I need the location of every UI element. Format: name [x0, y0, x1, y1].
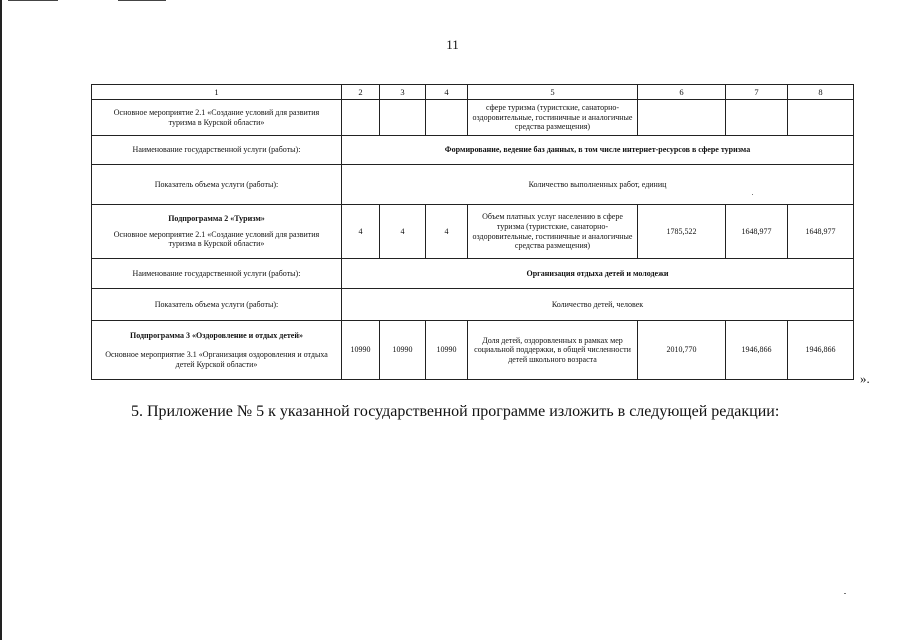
subprogram-2-row [92, 205, 854, 259]
indicator-name-cell: сфере туризма (туристские, санаторно-оздоровительные, гостиничные и аналогичные средства размещения) [468, 100, 638, 136]
subprogram-3-row [92, 321, 854, 380]
header-cell: 3 [380, 85, 426, 100]
indicator-label: Показатель объема услуги (работы): [92, 289, 342, 321]
indicator-name-cell: Доля детей, оздоровленных в рамках мер социальной поддержки, в общей численности детей школьного возраста [468, 321, 638, 380]
value-cell: 4 [342, 205, 380, 259]
value-cell: 4 [380, 205, 426, 259]
indicator-value: Количество выполненных работ, единиц [342, 165, 854, 205]
table-header-row [92, 85, 854, 100]
value-cell: 10990 [342, 321, 380, 380]
value-cell: 10990 [380, 321, 426, 380]
value-cell: 10990 [426, 321, 468, 380]
header-cell: 2 [342, 85, 380, 100]
top-edge-mark [8, 0, 58, 1]
header-cell: 6 [638, 85, 726, 100]
header-cell: 4 [426, 85, 468, 100]
indicator-label: Показатель объема услуги (работы): [92, 165, 342, 205]
value-cell: 1785,522 [638, 205, 726, 259]
value-cell: 1648,977 [788, 205, 854, 259]
header-cell: 7 [726, 85, 788, 100]
subprogram-3-cell [92, 321, 342, 380]
indicator-row [92, 165, 854, 205]
value-cell: 4 [426, 205, 468, 259]
service-value: Организация отдыха детей и молодежи [342, 259, 854, 289]
value-cell: 1946,866 [788, 321, 854, 380]
measure-name: Основное мероприятие 2.1 «Создание условий для развития туризма в Курской области» [113, 229, 320, 249]
page-number: 11 [446, 37, 459, 52]
subprogram-2-cell [92, 205, 342, 259]
header-cell: 1 [92, 85, 342, 100]
indicator-row [92, 289, 854, 321]
closing-quote-mark: ». [860, 371, 870, 386]
header-cell: 8 [788, 85, 854, 100]
scan-speck [844, 593, 846, 594]
program-indicators-table [91, 84, 854, 380]
scan-speck [752, 194, 753, 195]
service-value: Формирование, ведение баз данных, в том числе интернет-ресурсов в сфере туризма [342, 136, 854, 165]
indicator-name-cell: Объем платных услуг населению в сфере туризма (туристские, санаторно-оздоровительные, гостиничные и аналогичные средства размещения) [468, 205, 638, 259]
service-label: Наименование государственной услуги (работы): [92, 136, 342, 165]
header-cell: 5 [468, 85, 638, 100]
value-cell: 2010,770 [638, 321, 726, 380]
service-name-row [92, 136, 854, 165]
top-edge-mark [118, 0, 166, 1]
amendment-paragraph: 5. Приложение № 5 к указанной государственной программе изложить в следующей редакции: [131, 403, 780, 420]
measure-name: Основное мероприятие 3.1 «Организация оздоровления и отдыха детей Курской области» [105, 350, 328, 369]
service-label: Наименование государственной услуги (работы): [92, 259, 342, 289]
value-cell: 1648,977 [726, 205, 788, 259]
table-row-continuation [92, 100, 854, 136]
service-name-row [92, 259, 854, 289]
subprogram-title: Подпрограмма 3 «Оздоровление и отдых детей» [130, 330, 303, 340]
measure-name-cell: Основное мероприятие 2.1 «Создание условий для развития туризма в Курской области» [92, 100, 342, 136]
subprogram-title: Подпрограмма 2 «Туризм» [168, 214, 265, 224]
value-cell: 1946,866 [726, 321, 788, 380]
indicator-value: Количество детей, человек [342, 289, 854, 321]
page-left-border [0, 0, 2, 640]
